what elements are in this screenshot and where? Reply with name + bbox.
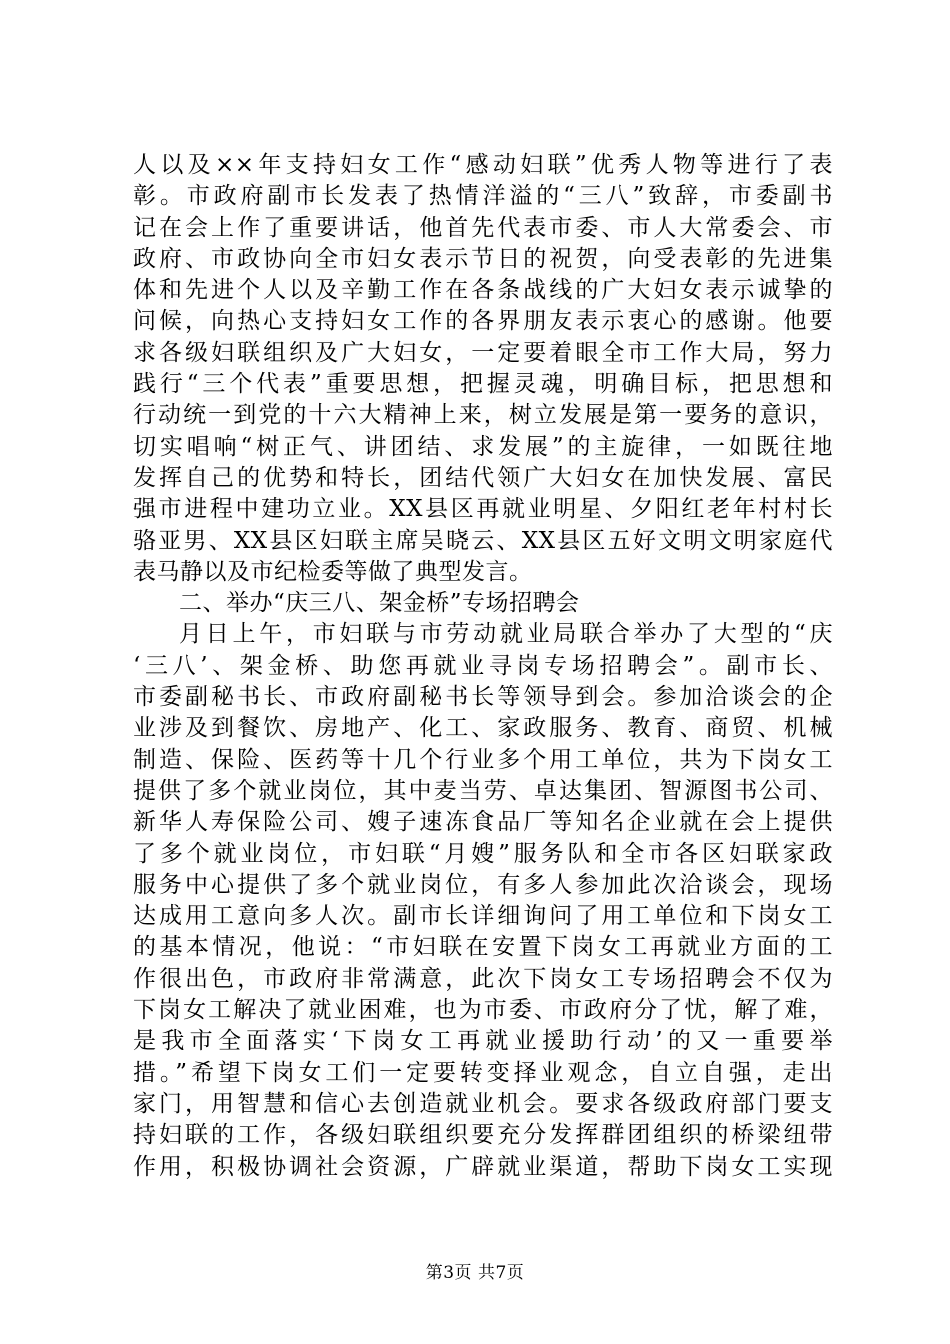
text-line: 持妇联的工作，各级妇联组织要充分发挥群团组织的桥梁纽带 <box>133 1122 833 1149</box>
text-line: 切实唱响“树正气、讲团结、求发展”的主旋律，一如既往地 <box>133 433 833 460</box>
text-line: 问候，向热心支持妇女工作的各界朋友表示衷心的感谢。他要 <box>133 308 833 335</box>
text-line: 市委副秘书长、市政府副秘书长等领导到会。参加洽谈会的企 <box>133 684 833 711</box>
body-text <box>133 150 833 1183</box>
text-line: 是我市全面落实‘下岗女工再就业援助行动’的又一重要举 <box>133 1028 833 1055</box>
text-line: 求各级妇联组织及广大妇女，一定要着眼全市工作大局，努力 <box>133 339 833 366</box>
text-line: 下岗女工解决了就业困难，也为市委、市政府分了忧，解了难， <box>133 997 833 1024</box>
text-line: 践行“三个代表”重要思想，把握灵魂，明确目标，把思想和 <box>133 371 833 398</box>
text-line: 提供了多个就业岗位，其中麦当劳、卓达集团、智源图书公司、 <box>133 777 833 804</box>
text-line: 骆亚男、XX县区妇联主席吴晓云、XX县区五好文明文明家庭代 <box>133 527 833 554</box>
text-line: 家门，用智慧和信心去创造就业机会。要求各级政府部门要支 <box>133 1090 833 1117</box>
text-line: 服务中心提供了多个就业岗位，有多人参加此次洽谈会，现场 <box>133 871 833 898</box>
text-line: 业涉及到餐饮、房地产、化工、家政服务、教育、商贸、机械 <box>133 715 833 742</box>
text-line: 彰。市政府副市长发表了热情洋溢的“三八”致辞，市委副书 <box>133 183 833 210</box>
text-line: 发挥自己的优势和特长，团结代领广大妇女在加快发展、富民 <box>133 464 833 491</box>
text-line: 强市进程中建功立业。XX县区再就业明星、夕阳红老年村村长 <box>133 496 833 523</box>
text-line: 人以及××年支持妇女工作“感动妇联”优秀人物等进行了表 <box>133 152 833 178</box>
text-line: 政府、市政协向全市妇女表示节日的祝贺，向受表彰的先进集 <box>133 245 833 272</box>
paragraph-first-line: 月日上午，市妇联与市劳动就业局联合举办了大型的“庆 <box>179 621 833 648</box>
text-line: 了多个就业岗位，市妇联“月嫂”服务队和全市各区妇联家政 <box>133 840 833 867</box>
text-line: 的基本情况，他说：“市妇联在安置下岗女工再就业方面的工 <box>133 934 833 961</box>
text-line: 措。”希望下岗女工们一定要转变择业观念，自立自强，走出 <box>133 1059 833 1086</box>
text-line: 行动统一到党的十六大精神上来，树立发展是第一要务的意识， <box>133 402 833 429</box>
text-line: 记在会上作了重要讲话，他首先代表市委、市人大常委会、市 <box>133 214 833 241</box>
section-heading: 二、举办“庆三八、架金桥”专场招聘会 <box>179 590 580 617</box>
text-line: 制造、保险、医药等十几个行业多个用工单位，共为下岗女工 <box>133 746 833 773</box>
text-line: 达成用工意向多人次。副市长详细询问了用工单位和下岗女工 <box>133 903 833 930</box>
paragraph-end-line: 表马静以及市纪检委等做了典型发言。 <box>133 558 533 585</box>
text-line: ‘三八’、架金桥、助您再就业寻岗专场招聘会”。副市长、 <box>133 652 833 679</box>
text-line: 体和先进个人以及辛勤工作在各条战线的广大妇女表示诚挚的 <box>133 277 833 304</box>
text-line: 作用，积极协调社会资源，广辟就业渠道，帮助下岗女工实现 <box>133 1153 833 1180</box>
text-line: 新华人寿保险公司、嫂子速冻食品厂等知名企业就在会上提供 <box>133 809 833 836</box>
page-number-footer: 第3页 共7页 <box>425 1263 525 1283</box>
text-line: 作很出色，市政府非常满意，此次下岗女工专场招聘会不仅为 <box>133 965 833 992</box>
